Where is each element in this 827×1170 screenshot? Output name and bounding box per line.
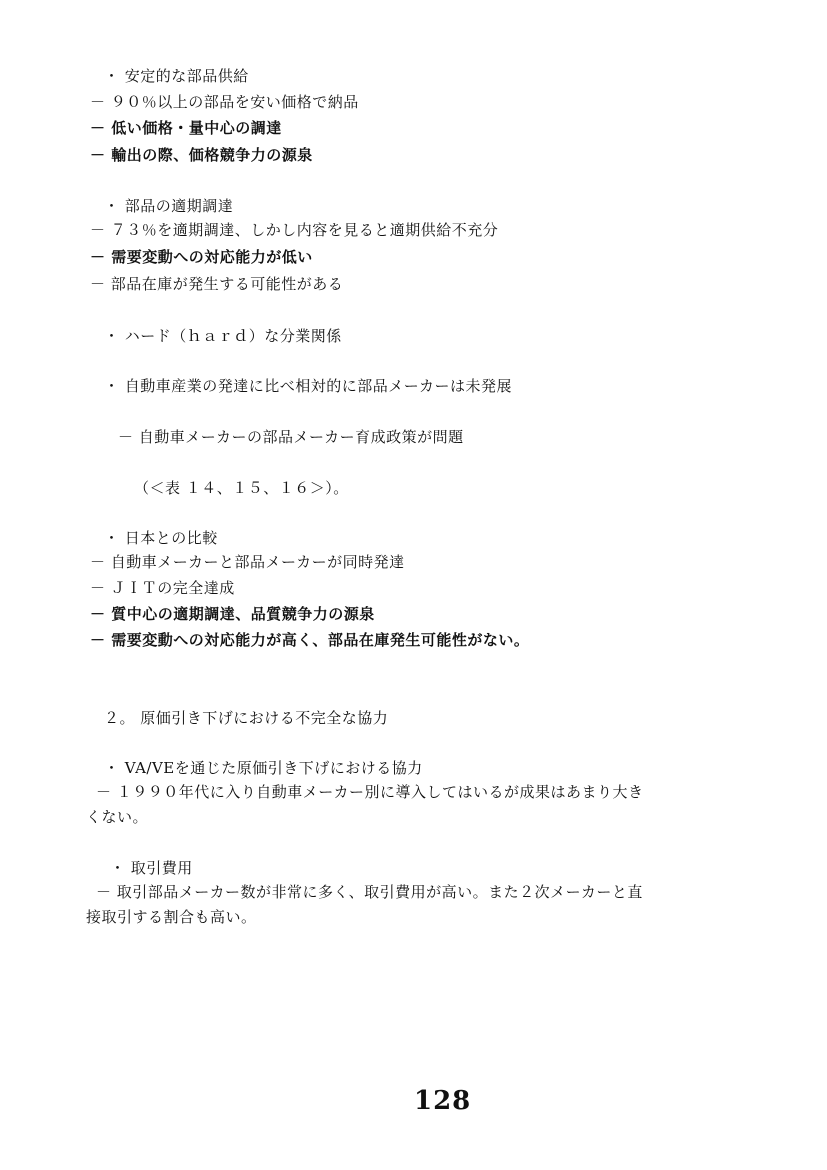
paragraph-line: － １９９０年代に入り自動車メーカー別に導入してはいるが成果はあまり大き xyxy=(96,783,644,801)
bullet-parts-undeveloped: ・ 自動車産業の発達に比べ相対的に部品メーカーは未発展 xyxy=(104,377,512,395)
paragraph-line: くない。 xyxy=(86,808,149,826)
list-item: － ＪＩＴの完全達成 xyxy=(90,579,235,597)
list-item: － 自動車メーカーの部品メーカー育成政策が問題 xyxy=(118,428,464,446)
bullet-hard-division: ・ ハード（ｈａｒｄ）な分業関係 xyxy=(104,327,342,345)
paragraph-line: 接取引する割合も高い。 xyxy=(86,908,257,926)
list-item: － 輸出の際、価格競争力の源泉 xyxy=(90,146,313,164)
bullet-timely-procurement: ・ 部品の適期調達 xyxy=(104,197,234,215)
bullet-va-ve: ・ VA/VEを通じた原価引き下げにおける協力 xyxy=(104,759,423,777)
list-item: － 低い価格・量中心の調達 xyxy=(90,119,282,137)
list-item: － 部品在庫が発生する可能性がある xyxy=(90,275,344,293)
page-number: 128 xyxy=(414,1086,472,1116)
list-item: － ９０％以上の部品を安い価格で納品 xyxy=(90,93,359,111)
list-item: － 質中心の適期調達、品質競争力の源泉 xyxy=(90,605,375,623)
bullet-transaction-cost: ・ 取引費用 xyxy=(110,859,193,877)
table-reference: （＜表 １４、１５、１６＞）。 xyxy=(134,479,349,497)
paragraph-line: － 取引部品メーカー数が非常に多く、取引費用が高い。また２次メーカーと直 xyxy=(96,883,643,901)
list-item: － ７３％を適期調達、しかし内容を見ると適期供給不充分 xyxy=(90,221,499,239)
section-heading: ２。 原価引き下げにおける不完全な協力 xyxy=(104,709,389,727)
list-item: － 自動車メーカーと部品メーカーが同時発達 xyxy=(90,553,405,571)
list-item: － 需要変動への対応能力が高く、部品在庫発生可能性がない。 xyxy=(90,631,530,649)
list-item: － 需要変動への対応能力が低い xyxy=(90,248,313,266)
bullet-stable-supply: ・ 安定的な部品供給 xyxy=(104,67,249,85)
bullet-japan-comparison: ・ 日本との比較 xyxy=(104,529,218,547)
